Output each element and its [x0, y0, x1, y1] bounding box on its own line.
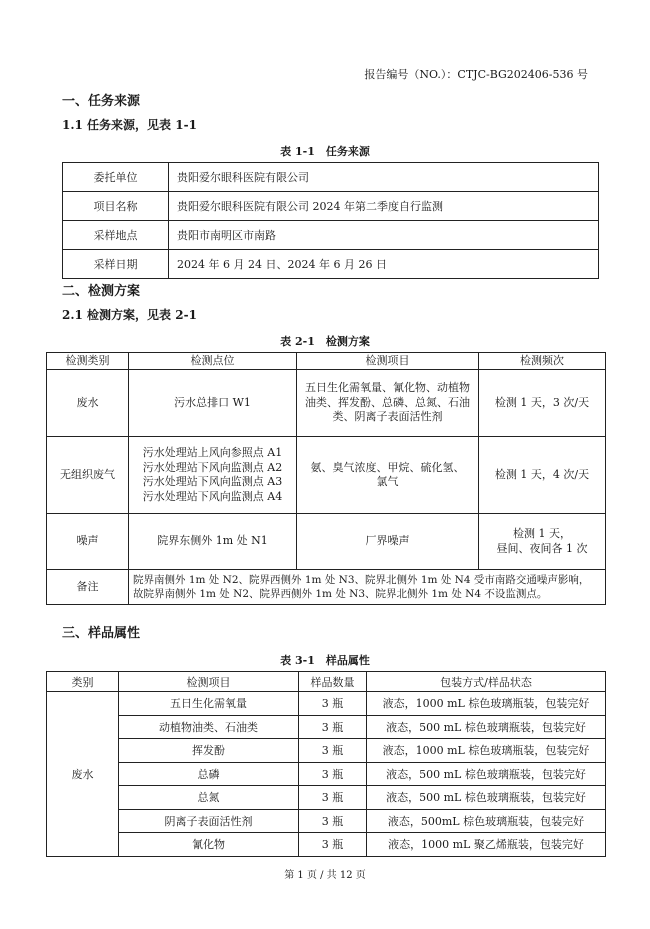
category-cell: 废水: [47, 370, 129, 437]
remark-row: [47, 570, 606, 605]
item-cell: 挥发酚: [119, 739, 299, 763]
test-plan-table: [46, 352, 606, 605]
frequency-cell: 检测 1 天，4 次/天: [479, 437, 606, 514]
points-cell: 污水总排口 W1: [129, 370, 297, 437]
items-cell: 五日生化需氧量、氰化物、动植物 油类、挥发酚、总磷、总氮、石油 类、阴离子表面活性剂: [297, 370, 479, 437]
task-source-table: [62, 162, 599, 279]
table-row: [47, 739, 606, 763]
category-cell: 无组织废气: [47, 437, 129, 514]
column-header: 包装方式/样品状态: [367, 672, 606, 692]
page-footer: 第 1 页 / 共 12 页: [284, 870, 366, 881]
pack-cell: 液态，500 mL 棕色玻璃瓶装，包装完好: [367, 762, 606, 786]
table-1-1-caption: 表 1-1 任务来源: [280, 145, 370, 158]
frequency-cell: 检测 1 天，3 次/天: [479, 370, 606, 437]
item-cell: 总氮: [119, 786, 299, 810]
table-row: [47, 370, 606, 437]
column-header: 样品数量: [299, 672, 367, 692]
remark-text: 院界南侧外 1m 处 N2、院界西侧外 1m 处 N3、院界北侧外 1m 处 N4 受市南路交通噪声影响， 故院界南侧外 1m 处 N2、院界西侧外 1m 处 N3、院界北侧外 1m 处 N4 不设监测点。: [129, 570, 606, 605]
qty-cell: 3 瓶: [299, 786, 367, 810]
pack-cell: 液态，500mL 棕色玻璃瓶装，包装完好: [367, 809, 606, 833]
frequency-cell: 检测 1 天， 昼间、夜间各 1 次: [479, 514, 606, 570]
column-header: 检测类别: [47, 353, 129, 370]
section-2-1-subtitle: 2.1 检测方案，见表 2-1: [62, 308, 197, 322]
table-3-1-caption: 表 3-1 样品属性: [280, 654, 370, 667]
pack-cell: 液态，500 mL 棕色玻璃瓶装，包装完好: [367, 715, 606, 739]
item-cell: 五日生化需氧量: [119, 692, 299, 716]
table-2-1-caption: 表 2-1 检测方案: [280, 335, 370, 348]
table-row: [63, 192, 599, 221]
table-row: [47, 762, 606, 786]
qty-cell: 3 瓶: [299, 692, 367, 716]
pack-cell: 液态，1000 mL 聚乙烯瓶装，包装完好: [367, 833, 606, 857]
points-cell: 院界东侧外 1m 处 N1: [129, 514, 297, 570]
table-row: [47, 833, 606, 857]
qty-cell: 3 瓶: [299, 715, 367, 739]
points-cell: 污水处理站上风向参照点 A1 污水处理站下风向监测点 A2 污水处理站下风向监测点 A3 污水处理站下风向监测点 A4: [129, 437, 297, 514]
item-cell: 总磷: [119, 762, 299, 786]
pack-cell: 液态，1000 mL 棕色玻璃瓶装，包装完好: [367, 692, 606, 716]
qty-cell: 3 瓶: [299, 809, 367, 833]
qty-cell: 3 瓶: [299, 762, 367, 786]
section-1-1-subtitle: 1.1 任务来源，见表 1-1: [62, 118, 197, 132]
item-cell: 动植物油类、石油类: [119, 715, 299, 739]
report-number: 报告编号（NO.）：CTJC-BG202406-536 号: [364, 68, 588, 81]
category-cell: 噪声: [47, 514, 129, 570]
table-row: [47, 437, 606, 514]
row-label: 采样日期: [63, 250, 169, 279]
table-row: [47, 514, 606, 570]
category-cell: 废水: [47, 692, 119, 857]
item-cell: 氰化物: [119, 833, 299, 857]
column-header: 检测点位: [129, 353, 297, 370]
row-label: 委托单位: [63, 163, 169, 192]
pack-cell: 液态，1000 mL 棕色玻璃瓶装，包装完好: [367, 739, 606, 763]
section-3-title: 三、样品属性: [62, 626, 141, 641]
item-cell: 阴离子表面活性剂: [119, 809, 299, 833]
pack-cell: 液态，500 mL 棕色玻璃瓶装，包装完好: [367, 786, 606, 810]
section-2-title: 二、检测方案: [62, 284, 141, 299]
row-label: 项目名称: [63, 192, 169, 221]
table-header-row: [47, 672, 606, 692]
column-header: 检测项目: [119, 672, 299, 692]
row-value: 贵阳爱尔眼科医院有限公司: [169, 163, 599, 192]
table-row: [47, 809, 606, 833]
qty-cell: 3 瓶: [299, 833, 367, 857]
table-row: [63, 250, 599, 279]
sample-properties-table: [46, 671, 606, 857]
column-header: 检测项目: [297, 353, 479, 370]
row-value: 贵阳爱尔眼科医院有限公司 2024 年第二季度自行监测: [169, 192, 599, 221]
column-header: 类别: [47, 672, 119, 692]
remark-label: 备注: [47, 570, 129, 605]
column-header: 检测频次: [479, 353, 606, 370]
row-value: 贵阳市南明区市南路: [169, 221, 599, 250]
items-cell: 厂界噪声: [297, 514, 479, 570]
table-header-row: [47, 353, 606, 370]
row-label: 采样地点: [63, 221, 169, 250]
qty-cell: 3 瓶: [299, 739, 367, 763]
table-row: [63, 163, 599, 192]
items-cell: 氨、臭气浓度、甲烷、硫化氢、 氯气: [297, 437, 479, 514]
table-row: [47, 715, 606, 739]
table-row: [63, 221, 599, 250]
row-value: 2024 年 6 月 24 日、2024 年 6 月 26 日: [169, 250, 599, 279]
section-1-title: 一、任务来源: [62, 94, 141, 109]
table-row: [47, 692, 606, 716]
table-row: [47, 786, 606, 810]
